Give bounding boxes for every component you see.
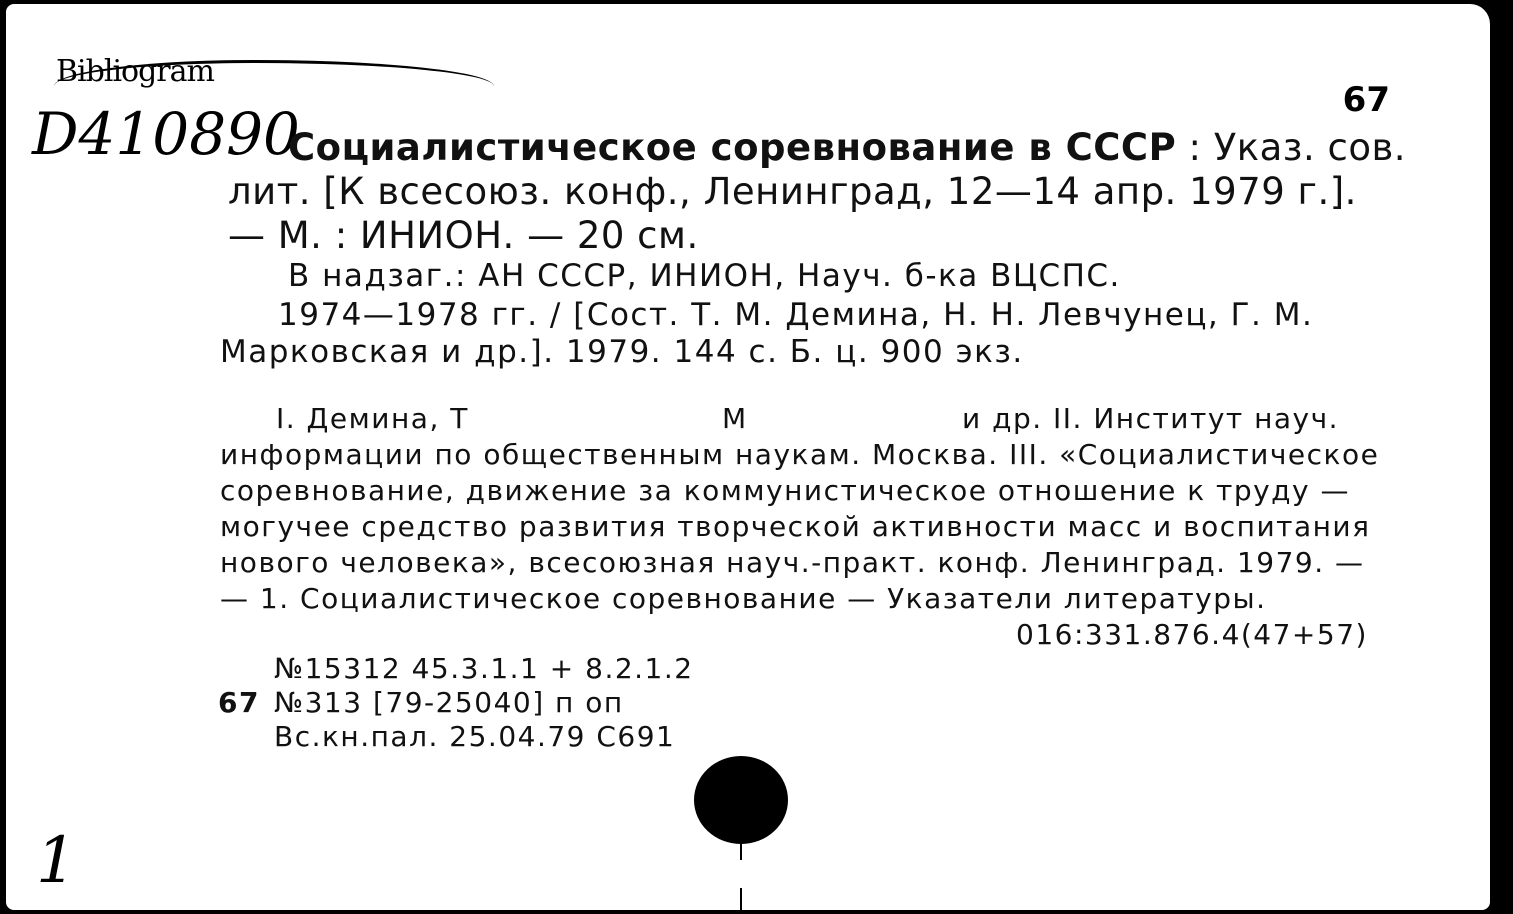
note-1a: I. Демина, Т (276, 402, 469, 435)
corner-handwritten-number: 1 (36, 824, 77, 898)
entry-title-bold: Социалистическое соревнование в СССР (288, 126, 1177, 169)
rod-mark-top (740, 840, 742, 860)
page-number: 67 (1342, 80, 1390, 120)
udc-code: 016:331.876.4(47+57) (1016, 618, 1368, 651)
note-3: соревнование, движение за коммунистическое отношение к труду — (220, 474, 1350, 507)
footer-line-2: №313 [79-25040] п оп (274, 686, 624, 719)
note-5: нового человека», всесоюзная науч.-практ. конф. Ленинград. 1979. — (220, 546, 1365, 579)
footer-line-1: №15312 45.3.1.1 + 8.2.1.2 (274, 652, 694, 685)
punch-hole (694, 756, 788, 844)
entry-line-3: — М. : ИНИОН. — 20 см. (228, 214, 699, 257)
accession-number: D410890 (32, 100, 300, 168)
bibliogram-stamp: Bibliogram (56, 54, 214, 89)
entry-title-rest: : Указ. сов. (1176, 126, 1407, 169)
note-1c: и др. II. Институт науч. (962, 402, 1340, 435)
note-6: — 1. Социалистическое соревнование — Указатели литературы. (220, 582, 1267, 615)
rod-mark-bottom (740, 888, 742, 914)
footer-line-3: Вс.кн.пал. 25.04.79 С691 (274, 720, 676, 753)
entry-line-4: В надзаг.: АН СССР, ИНИОН, Науч. б-ка ВЦСПС. (288, 258, 1121, 294)
entry-line-6: Марковская и др.]. 1979. 144 с. Б. ц. 900 экз. (220, 334, 1024, 370)
footer-page-number: 67 (218, 686, 260, 719)
entry-line-5: 1974—1978 гг. / [Сост. Т. М. Демина, Н. Н. Левчунец, Г. М. (278, 297, 1314, 333)
entry-title (288, 126, 1406, 169)
note-4: могучее средство развития творческой активности масс и воспитания (220, 510, 1371, 543)
note-2: информации по общественным наукам. Москва. III. «Социалистическое (220, 438, 1380, 471)
note-1b: М (722, 402, 748, 435)
catalog-card (6, 4, 1490, 910)
entry-line-2: лит. [К всесоюз. конф., Ленинград, 12—14 апр. 1979 г.]. (228, 170, 1357, 213)
